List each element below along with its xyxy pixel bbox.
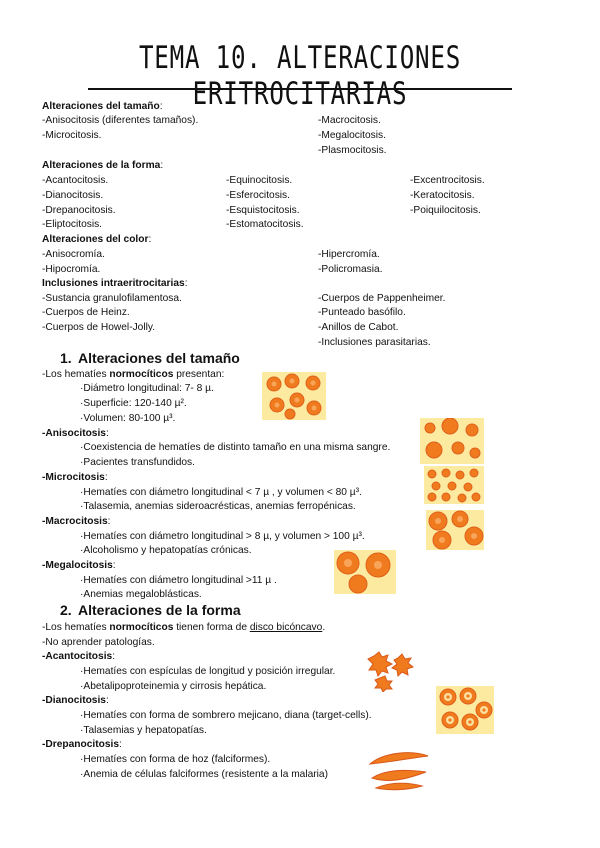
acanthocytosis-image: [366, 650, 416, 692]
section2-note: -No aprender patologías.: [42, 637, 155, 648]
size-item: -Anisocitosis (diferentes tamaños).: [42, 115, 199, 126]
normocyte-image: [262, 372, 326, 420]
dianocitosis-item: ·Hematíes con forma de sombrero mejicano, diana (target-cells).: [80, 710, 372, 721]
inclusion-item: -Cuerpos de Howel-Jolly.: [42, 322, 156, 333]
size-item: -Microcitosis.: [42, 130, 102, 141]
drepanocitosis-item: ·Hematíes con forma de hoz (falciformes).: [80, 754, 271, 765]
megalocitosis-item: ·Anemias megaloblásticas.: [80, 589, 202, 600]
megalocitosis-label: -Megalocitosis:: [42, 560, 116, 571]
size-heading: Alteraciones del tamaño:: [42, 101, 163, 112]
normal-item: ·Volumen: 80-100 µ³.: [80, 413, 176, 424]
sickle-cells-image: [366, 748, 432, 792]
shape-item: -Equinocitosis.: [226, 175, 293, 186]
megalocitosis-item: ·Hematíes con diámetro longitudinal >11 µ .: [80, 575, 277, 586]
normal-item: ·Diámetro longitudinal: 7- 8 µ.: [80, 383, 214, 394]
acantocitosis-item: ·Abetalipoproteinemia y cirrosis hepática.: [80, 681, 267, 692]
color-item: -Hipercromía.: [318, 249, 380, 260]
page-title: TEMA 10. ALTERACIONES ERITROCITARIAS: [138, 40, 462, 112]
shape-heading: Alteraciones de la forma:: [42, 160, 164, 171]
dianocitosis-label: -Dianocitosis:: [42, 695, 109, 706]
anisocitosis-item: ·Pacientes transfundidos.: [80, 457, 195, 468]
normal-item: ·Superficie: 120-140 µ².: [80, 398, 187, 409]
drepanocitosis-item: ·Anemia de células falciformes (resistente a la malaria): [80, 769, 328, 780]
inclusion-item: -Cuerpos de Heinz.: [42, 307, 130, 318]
target-cells-image: [436, 686, 494, 734]
shape-item: -Excentrocitosis.: [410, 175, 485, 186]
microcytosis-image: [424, 466, 484, 504]
inclusion-item: -Cuerpos de Pappenheimer.: [318, 293, 446, 304]
microcitosis-label: -Microcitosis:: [42, 472, 108, 483]
inclusion-item: -Punteado basófilo.: [318, 307, 406, 318]
size-item: -Macrocitosis.: [318, 115, 381, 126]
dianocitosis-item: ·Talasemias y hepatopatías.: [80, 725, 207, 736]
macrocitosis-item: ·Hematíes con diámetro longitudinal > 8 µ, y volumen > 100 µ³.: [80, 531, 365, 542]
inclusion-item: -Sustancia granulofilamentosa.: [42, 293, 182, 304]
anisocitosis-item: ·Coexistencia de hematíes de distinto tamaño en una misma sangre.: [80, 442, 391, 453]
drepanocitosis-label: -Drepanocitosis:: [42, 739, 122, 750]
anisocitosis-label: -Anisocitosis:: [42, 428, 109, 439]
anisocytosis-image: [420, 418, 484, 464]
section1-heading: 1. Alteraciones del tamaño: [60, 350, 240, 366]
macrocytosis-image: [426, 510, 484, 550]
shape-item: -Dianocitosis.: [42, 190, 104, 201]
shape-item: -Drepanocitosis.: [42, 205, 116, 216]
inclusion-item: -Anillos de Cabot.: [318, 322, 399, 333]
inclusion-item: -Inclusiones parasitarias.: [318, 337, 431, 348]
acantocitosis-label: -Acantocitosis:: [42, 651, 116, 662]
microcitosis-item: ·Hematíes con diámetro longitudinal < 7 µ , y volumen < 80 µ³.: [80, 487, 362, 498]
section1-intro: -Los hematíes normocíticos presentan:: [42, 369, 225, 380]
title-underline: [88, 88, 512, 90]
size-item: -Plasmocitosis.: [318, 145, 387, 156]
inclusions-heading: Inclusiones intraeritrocitarias:: [42, 278, 188, 289]
color-item: -Anisocromía.: [42, 249, 105, 260]
acantocitosis-item: ·Hematíes con espículas de longitud y posición irregular.: [80, 666, 336, 677]
section2-heading: 2. Alteraciones de la forma: [60, 602, 241, 618]
color-item: -Hipocromía.: [42, 264, 101, 275]
macrocitosis-label: -Macrocitosis:: [42, 516, 111, 527]
megalocytosis-image: [334, 550, 396, 594]
color-item: -Policromasia.: [318, 264, 383, 275]
color-heading: Alteraciones del color:: [42, 234, 152, 245]
shape-item: -Acantocitosis.: [42, 175, 109, 186]
microcitosis-item: ·Talasemia, anemias sideroacrésticas, anemias ferropénicas.: [80, 501, 356, 512]
macrocitosis-item: ·Alcoholismo y hepatopatías crónicas.: [80, 545, 252, 556]
section2-intro: -Los hematíes normocíticos tienen forma de disco bicóncavo.: [42, 622, 326, 633]
shape-item: -Estomatocitosis.: [226, 219, 304, 230]
size-item: -Megalocitosis.: [318, 130, 386, 141]
shape-item: -Keratocitosis.: [410, 190, 475, 201]
shape-item: -Poiquilocitosis.: [410, 205, 481, 216]
shape-item: -Eliptocitosis.: [42, 219, 103, 230]
shape-item: -Esferocitosis.: [226, 190, 290, 201]
shape-item: -Esquistocitosis.: [226, 205, 300, 216]
